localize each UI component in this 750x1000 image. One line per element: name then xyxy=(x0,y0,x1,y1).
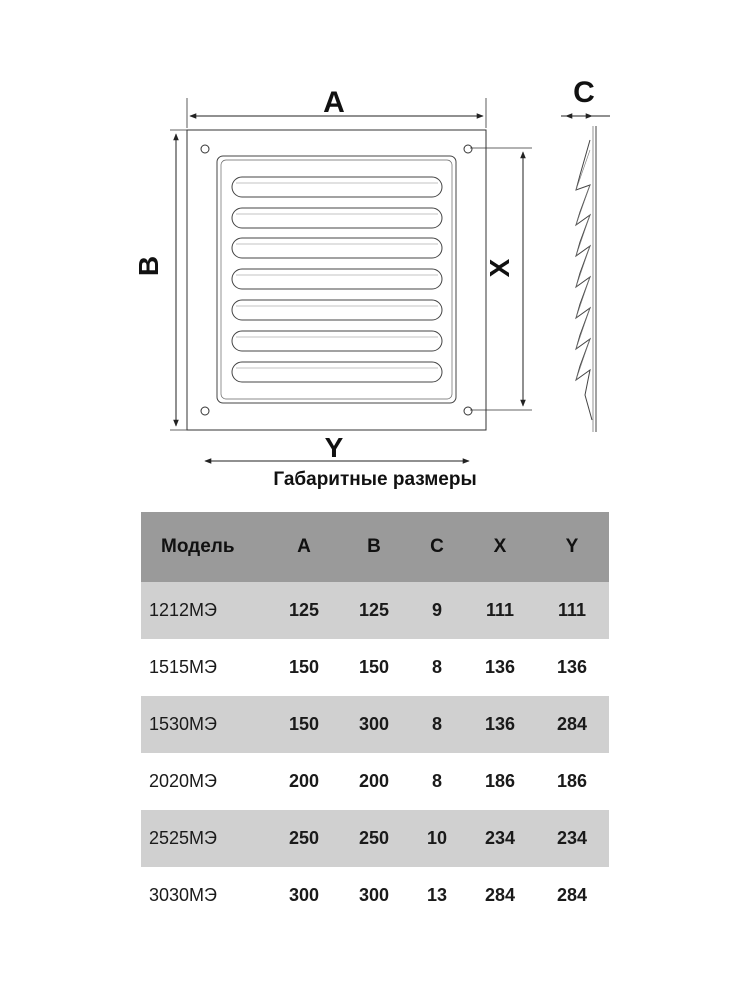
label-b: B xyxy=(133,255,164,277)
cell-b: 300 xyxy=(358,714,390,734)
screw-hole-icon xyxy=(201,407,209,415)
header-b: B xyxy=(367,536,381,557)
table-row xyxy=(141,582,609,639)
cell-model: 2020МЭ xyxy=(149,771,217,791)
cell-b: 300 xyxy=(358,885,390,905)
cell-y: 186 xyxy=(556,771,588,791)
dimension-y xyxy=(205,432,469,463)
cell-x: 136 xyxy=(484,657,516,677)
dimension-b xyxy=(133,130,187,430)
table-header-row xyxy=(141,512,609,582)
screw-hole-icon xyxy=(464,407,472,415)
header-c: C xyxy=(430,536,444,557)
header-model: Модель xyxy=(161,536,235,557)
label-x: X xyxy=(484,258,515,278)
cell-y: 284 xyxy=(556,714,588,734)
header-x: X xyxy=(493,536,507,557)
cell-y: 111 xyxy=(557,600,587,620)
table-row xyxy=(141,639,609,696)
cell-x: 111 xyxy=(485,600,515,620)
screw-hole-icon xyxy=(201,145,209,153)
screw-hole-icon xyxy=(464,145,472,153)
cell-model: 1515МЭ xyxy=(149,657,217,677)
cell-a: 150 xyxy=(288,657,320,677)
table-row xyxy=(141,696,609,753)
cell-b: 150 xyxy=(358,657,390,677)
table-row xyxy=(141,867,609,924)
cell-y: 284 xyxy=(556,885,588,905)
cell-model: 2525МЭ xyxy=(149,828,217,848)
cell-a: 150 xyxy=(288,714,320,734)
header-a: A xyxy=(297,536,311,557)
cell-b: 250 xyxy=(358,828,390,848)
cell-a: 125 xyxy=(288,600,320,620)
louver-slats xyxy=(232,177,442,382)
cell-x: 186 xyxy=(484,771,516,791)
cell-x: 136 xyxy=(484,714,516,734)
label-y: Y xyxy=(324,432,344,463)
cell-y: 136 xyxy=(556,657,588,677)
grille-front-view xyxy=(187,130,486,430)
table-row xyxy=(141,753,609,810)
diagram-caption: Габаритные размеры xyxy=(273,469,477,490)
cell-model: 1530МЭ xyxy=(149,714,217,734)
cell-y: 234 xyxy=(556,828,588,848)
cell-c: 13 xyxy=(426,885,448,905)
cell-model: 3030МЭ xyxy=(149,885,217,905)
label-c: C xyxy=(573,76,595,109)
cell-a: 250 xyxy=(288,828,320,848)
grille-side-view xyxy=(561,76,610,432)
cell-x: 284 xyxy=(484,885,516,905)
cell-c: 8 xyxy=(431,657,442,677)
cell-c: 8 xyxy=(431,714,442,734)
table-row xyxy=(141,810,609,867)
dimension-x xyxy=(470,148,532,410)
cell-b: 125 xyxy=(358,600,390,620)
cell-b: 200 xyxy=(358,771,390,791)
cell-model: 1212МЭ xyxy=(149,600,217,620)
cell-c: 8 xyxy=(431,771,442,791)
cell-c: 10 xyxy=(426,828,448,848)
label-a: A xyxy=(323,86,345,119)
dimension-a xyxy=(187,86,486,128)
cell-a: 200 xyxy=(288,771,320,791)
cell-a: 300 xyxy=(288,885,320,905)
header-y: Y xyxy=(565,536,579,557)
cell-c: 9 xyxy=(431,600,442,620)
dimensions-table xyxy=(141,512,609,924)
cell-x: 234 xyxy=(484,828,516,848)
